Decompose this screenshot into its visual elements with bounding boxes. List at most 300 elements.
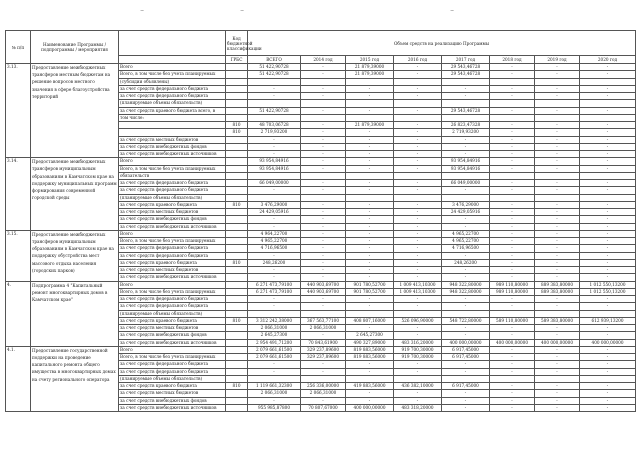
cell-year-value: - — [346, 238, 394, 245]
cell-year-value: 408 807,16000 — [346, 317, 394, 324]
cell-year-value: - — [535, 230, 580, 237]
cell-total: - — [248, 187, 301, 194]
cell-year-value: - — [394, 107, 442, 114]
col-header-year: 2016 год — [394, 56, 442, 64]
cell-year-value: - — [490, 346, 535, 353]
cell-year-value: - — [301, 209, 346, 216]
cell-total: 6 271 473,79100 — [248, 288, 301, 295]
cell-year-value: - — [301, 245, 346, 252]
cell-grbs — [226, 216, 248, 223]
table-row — [6, 346, 636, 353]
col-header-year: 2015 год — [346, 56, 394, 64]
cell-year-value: - — [442, 274, 490, 281]
cell-year-value: - — [394, 390, 442, 397]
cell-year-value: - — [442, 303, 490, 310]
cell-year-value: - — [490, 274, 535, 281]
cell-year-value: - — [301, 368, 346, 375]
cell-year-value — [346, 375, 394, 382]
cell-grbs — [226, 107, 248, 114]
cell-year-value: - — [394, 259, 442, 266]
cell-year-value: - — [535, 346, 580, 353]
cell-year-value: - — [580, 368, 636, 375]
cell-year-value: - — [346, 296, 394, 303]
cell-year-value — [580, 114, 636, 121]
cell-year-value: - — [535, 143, 580, 150]
cell-grbs — [226, 71, 248, 78]
cell-grbs — [226, 390, 248, 397]
cell-year-value: 6 917,45000 — [442, 354, 490, 361]
cell-year-value — [346, 310, 394, 317]
cell-year-value: - — [535, 325, 580, 332]
cell-grbs — [226, 288, 248, 295]
col-header-year: 2020 год — [580, 56, 636, 64]
cell-funding-source: (планируемые объемы обязательств) — [119, 375, 226, 382]
cell-total: 93 954,84916 — [248, 165, 301, 172]
cell-total: 2 079 661,61500 — [248, 346, 301, 353]
cell-funding-source: за счет средств федерального бюджета — [119, 245, 226, 252]
cell-year-value: 483 316,20000 — [394, 339, 442, 346]
col-header-grbs: ГРБС — [226, 56, 248, 64]
cell-year-value: - — [394, 397, 442, 404]
cell-year-value: - — [442, 368, 490, 375]
cell-year-value — [301, 375, 346, 382]
cell-grbs — [226, 151, 248, 158]
cell-year-value: - — [394, 245, 442, 252]
cell-grbs — [226, 274, 248, 281]
cell-year-value: - — [580, 143, 636, 150]
cell-total: 1 119 661,32300 — [248, 383, 301, 390]
cell-year-value — [490, 114, 535, 121]
cell-year-value: - — [301, 238, 346, 245]
cell-year-value: 440 903,69700 — [301, 281, 346, 288]
cell-year-value: 24 429,05916 — [442, 209, 490, 216]
cell-year-value: 2 066,31000 — [301, 390, 346, 397]
cell-year-value: 2 719,93200 — [442, 129, 490, 136]
cell-year-value: 256 336,00000 — [301, 383, 346, 390]
cell-year-value: - — [301, 361, 346, 368]
cell-year-value: - — [394, 252, 442, 259]
col-header-volume: Объем средств на реализацию Программы — [248, 31, 636, 56]
cell-year-value — [346, 114, 394, 121]
cell-year-value: - — [442, 85, 490, 92]
cell-year-value: - — [394, 165, 442, 172]
cell-year-value: - — [301, 93, 346, 100]
cell-grbs — [226, 100, 248, 107]
cell-year-value — [394, 78, 442, 85]
cell-grbs: 810 — [226, 129, 248, 136]
cell-year-value: - — [301, 85, 346, 92]
cell-funding-source: за счет средств федерального бюджета — [119, 368, 226, 375]
cell-year-value — [394, 194, 442, 201]
cell-year-value: 919 700,30000 — [394, 346, 442, 353]
cell-year-value: 526 096,90000 — [394, 317, 442, 324]
cell-num: 3.14. — [6, 158, 31, 231]
cell-year-value: - — [301, 107, 346, 114]
cell-year-value: - — [301, 180, 346, 187]
page-mark: ~ — [450, 8, 455, 14]
cell-year-value: - — [535, 383, 580, 390]
cell-year-value: - — [346, 107, 394, 114]
cell-year-value: - — [301, 274, 346, 281]
cell-funding-source: Всего, в том числе без учета планируемых — [119, 71, 226, 78]
cell-year-value — [394, 375, 442, 382]
cell-grbs — [226, 114, 248, 121]
cell-year-value: 419 883,56000 — [346, 383, 394, 390]
cell-year-value: - — [301, 151, 346, 158]
cell-num: 3.15. — [6, 230, 31, 281]
cell-measure-name: Предоставление межбюджетных трансферов местным бюджетам на решение вопросов местного значения в сфере благоустройства территорий — [31, 64, 119, 158]
cell-year-value: 1 012 550,13200 — [580, 281, 636, 288]
cell-year-value: 4 965,22700 — [442, 230, 490, 237]
cell-total: 955 985,87800 — [248, 404, 301, 411]
cell-year-value: - — [490, 165, 535, 172]
cell-year-value: - — [394, 267, 442, 274]
cell-funding-source: Всего — [119, 346, 226, 353]
cell-total: - — [248, 303, 301, 310]
cell-year-value: 400 000,00000 — [346, 404, 394, 411]
cell-year-value: - — [535, 259, 580, 266]
cell-year-value: - — [580, 187, 636, 194]
cell-year-value — [301, 310, 346, 317]
cell-year-value: - — [394, 325, 442, 332]
cell-grbs — [226, 375, 248, 382]
cell-year-value: - — [535, 158, 580, 165]
cell-year-value: 548 722,80000 — [442, 317, 490, 324]
cell-year-value: - — [580, 252, 636, 259]
cell-year-value: - — [580, 267, 636, 274]
cell-year-value: - — [346, 397, 394, 404]
cell-year-value: 400 000,00000 — [580, 339, 636, 346]
cell-year-value: - — [535, 216, 580, 223]
cell-funding-source: за счет средств внебюджетных источников — [119, 339, 226, 346]
cell-year-value: - — [490, 259, 535, 266]
cell-total: 2 079 661,61500 — [248, 354, 301, 361]
table-body — [6, 64, 636, 412]
cell-total: - — [248, 143, 301, 150]
cell-year-value: - — [346, 245, 394, 252]
cell-grbs — [226, 223, 248, 230]
cell-year-value: 1 009 413,10300 — [394, 281, 442, 288]
cell-year-value: - — [442, 252, 490, 259]
cell-year-value: - — [394, 274, 442, 281]
cell-year-value: - — [535, 361, 580, 368]
cell-year-value: 367 563,77100 — [301, 317, 346, 324]
cell-grbs — [226, 346, 248, 353]
cell-funding-source: Всего — [119, 64, 226, 71]
cell-year-value — [490, 78, 535, 85]
cell-year-value: - — [442, 361, 490, 368]
cell-year-value: - — [535, 107, 580, 114]
col-header-year: 2019 год — [535, 56, 580, 64]
cell-year-value: 819 883,56000 — [346, 354, 394, 361]
cell-year-value: - — [301, 187, 346, 194]
col-header-year: 2014 год — [301, 56, 346, 64]
cell-grbs: 810 — [226, 383, 248, 390]
cell-year-value: - — [535, 332, 580, 339]
cell-total: 3 476,29000 — [248, 201, 301, 208]
cell-year-value: - — [535, 397, 580, 404]
cell-total — [248, 375, 301, 382]
cell-year-value: - — [580, 216, 636, 223]
cell-year-value: - — [346, 151, 394, 158]
cell-funding-source: том числе: — [119, 114, 226, 121]
cell-year-value — [394, 172, 442, 179]
cell-year-value: - — [535, 303, 580, 310]
cell-year-value: - — [442, 187, 490, 194]
cell-year-value: - — [535, 274, 580, 281]
cell-total: 6 271 473,79100 — [248, 281, 301, 288]
cell-year-value — [346, 172, 394, 179]
cell-year-value — [442, 310, 490, 317]
cell-year-value: - — [580, 165, 636, 172]
cell-year-value: - — [535, 165, 580, 172]
cell-year-value: - — [580, 274, 636, 281]
cell-year-value: 819 883,56000 — [346, 346, 394, 353]
cell-year-value: - — [535, 209, 580, 216]
cell-funding-source: за счет средств внебюджетных источников — [119, 404, 226, 411]
cell-year-value: - — [490, 325, 535, 332]
cell-funding-source: (субсидии объявлены) — [119, 78, 226, 85]
cell-year-value: 901 780,52700 — [346, 281, 394, 288]
cell-total: - — [248, 223, 301, 230]
cell-grbs — [226, 339, 248, 346]
cell-num: 4.1. — [6, 346, 31, 411]
cell-year-value: - — [580, 332, 636, 339]
cell-year-value: - — [394, 368, 442, 375]
cell-year-value: - — [535, 85, 580, 92]
cell-funding-source: Всего — [119, 230, 226, 237]
cell-year-value — [301, 194, 346, 201]
cell-year-value: - — [301, 332, 346, 339]
cell-year-value: - — [580, 404, 636, 411]
cell-year-value: 1 009 413,10300 — [394, 288, 442, 295]
cell-year-value — [535, 310, 580, 317]
cell-grbs — [226, 361, 248, 368]
cell-funding-source: за счет средств федерального бюджета — [119, 296, 226, 303]
cell-grbs — [226, 85, 248, 92]
cell-year-value: 483 318,20000 — [394, 404, 442, 411]
cell-measure-name: Предоставление межбюджетных трансферов муниципальным образованиям в Камчатском крае на поддержку муниципальных программ формирования современной городской среды — [31, 158, 119, 231]
cell-year-value — [535, 100, 580, 107]
cell-year-value: - — [490, 64, 535, 71]
cell-year-value — [442, 114, 490, 121]
cell-grbs — [226, 172, 248, 179]
cell-year-value: - — [442, 223, 490, 230]
cell-total: 4 965,22700 — [248, 238, 301, 245]
cell-year-value — [535, 194, 580, 201]
table-row — [6, 230, 636, 237]
cell-year-value: - — [490, 151, 535, 158]
cell-year-value: - — [580, 238, 636, 245]
cell-year-value: 948 322,80000 — [442, 288, 490, 295]
cell-grbs — [226, 143, 248, 150]
cell-funding-source: за счет средств краевого бюджета — [119, 201, 226, 208]
cell-year-value: - — [301, 64, 346, 71]
cell-year-value: 26 823,47328 — [442, 122, 490, 129]
cell-year-value: 21 879,39000 — [346, 64, 394, 71]
cell-funding-source: за счет средств федерального бюджета — [119, 303, 226, 310]
cell-year-value: - — [490, 296, 535, 303]
cell-year-value — [580, 78, 636, 85]
cell-year-value: 4 965,22700 — [442, 238, 490, 245]
cell-year-value: - — [580, 151, 636, 158]
cell-year-value: - — [580, 296, 636, 303]
cell-year-value: - — [301, 143, 346, 150]
cell-year-value: - — [490, 209, 535, 216]
cell-year-value: 989 110,80000 — [490, 281, 535, 288]
table-row — [6, 158, 636, 165]
cell-year-value: - — [442, 325, 490, 332]
cell-total: 4 964,22700 — [248, 230, 301, 237]
cell-total: - — [248, 151, 301, 158]
cell-grbs — [226, 78, 248, 85]
cell-total: - — [248, 85, 301, 92]
cell-year-value: - — [580, 180, 636, 187]
cell-year-value: - — [346, 158, 394, 165]
cell-year-value: 329 237,89600 — [301, 346, 346, 353]
cell-year-value: - — [490, 107, 535, 114]
cell-funding-source: за счет средств местных бюджетов — [119, 136, 226, 143]
cell-year-value: - — [346, 368, 394, 375]
cell-grbs: 810 — [226, 201, 248, 208]
cell-year-value: - — [490, 143, 535, 150]
cell-year-value: - — [580, 129, 636, 136]
cell-funding-source: за счет средств внебюджетных источников — [119, 274, 226, 281]
cell-year-value: 6 917,45000 — [442, 346, 490, 353]
cell-year-value: - — [490, 267, 535, 274]
cell-num: 3.13. — [6, 64, 31, 158]
cell-total: 24 429,05916 — [248, 209, 301, 216]
cell-year-value: 70 843,61900 — [301, 339, 346, 346]
cell-year-value: 889 383,80000 — [535, 281, 580, 288]
cell-year-value: - — [490, 187, 535, 194]
cell-total — [248, 310, 301, 317]
cell-year-value — [490, 310, 535, 317]
cell-total: 3 312 242,38000 — [248, 317, 301, 324]
table-row — [6, 64, 636, 71]
cell-funding-source: Всего, в том числе без учета планируемых — [119, 354, 226, 361]
cell-grbs — [226, 187, 248, 194]
cell-year-value: 4 716,96500 — [442, 245, 490, 252]
cell-year-value: - — [490, 158, 535, 165]
cell-year-value — [580, 375, 636, 382]
cell-year-value: - — [394, 122, 442, 129]
cell-funding-source: Всего, в том числе без учета планируемых — [119, 238, 226, 245]
cell-year-value: - — [535, 404, 580, 411]
cell-year-value: - — [490, 122, 535, 129]
cell-year-value: - — [394, 129, 442, 136]
cell-total: 2 066,31000 — [248, 325, 301, 332]
cell-year-value: 1 012 550,13200 — [580, 288, 636, 295]
cell-grbs — [226, 209, 248, 216]
col-header-num: № п/п — [6, 31, 31, 64]
cell-total — [248, 172, 301, 179]
cell-funding-source: за счет средств местных бюджетов — [119, 390, 226, 397]
cell-grbs — [226, 332, 248, 339]
cell-total: - — [248, 216, 301, 223]
cell-year-value: - — [535, 201, 580, 208]
cell-year-value: 919 700,30000 — [394, 354, 442, 361]
cell-year-value — [442, 194, 490, 201]
cell-total — [248, 114, 301, 121]
cell-year-value: - — [346, 129, 394, 136]
cell-year-value: - — [301, 165, 346, 172]
cell-year-value: - — [442, 93, 490, 100]
cell-funding-source: за счет средств внебюджетных фондов — [119, 143, 226, 150]
cell-year-value: 400 000,00000 — [490, 339, 535, 346]
cell-year-value: - — [346, 267, 394, 274]
cell-year-value: - — [580, 259, 636, 266]
cell-year-value: - — [346, 136, 394, 143]
cell-year-value — [580, 310, 636, 317]
cell-year-value — [394, 100, 442, 107]
cell-grbs — [226, 165, 248, 172]
cell-year-value: - — [346, 361, 394, 368]
cell-year-value: - — [394, 85, 442, 92]
cell-year-value: 29 543,46728 — [442, 71, 490, 78]
cell-funding-source: за счет средств внебюджетных фондов — [119, 216, 226, 223]
cell-year-value — [442, 78, 490, 85]
cell-year-value: - — [394, 64, 442, 71]
cell-total — [248, 78, 301, 85]
cell-grbs — [226, 238, 248, 245]
cell-year-value: - — [535, 129, 580, 136]
cell-year-value: - — [580, 136, 636, 143]
cell-year-value: - — [346, 165, 394, 172]
cell-year-value: - — [490, 252, 535, 259]
cell-funding-source: (планируемые объемы обязательств) — [119, 100, 226, 107]
cell-year-value: - — [580, 93, 636, 100]
cell-year-value: - — [394, 223, 442, 230]
cell-grbs — [226, 310, 248, 317]
cell-year-value: 989 110,80000 — [490, 288, 535, 295]
cell-funding-source: Всего — [119, 281, 226, 288]
cell-year-value: - — [442, 151, 490, 158]
cell-year-value: - — [490, 368, 535, 375]
cell-grbs: 810 — [226, 259, 248, 266]
cell-year-value: - — [580, 383, 636, 390]
cell-year-value: - — [346, 216, 394, 223]
cell-year-value: - — [346, 143, 394, 150]
cell-grbs — [226, 281, 248, 288]
cell-year-value: - — [346, 259, 394, 266]
cell-funding-source: за счет средств местных бюджетов — [119, 325, 226, 332]
cell-total: - — [248, 274, 301, 281]
cell-year-value: - — [535, 64, 580, 71]
cell-total: 2 719,93200 — [248, 129, 301, 136]
cell-year-value — [580, 194, 636, 201]
cell-year-value: 2 066,31000 — [301, 325, 346, 332]
cell-year-value — [394, 310, 442, 317]
cell-year-value: 329 237,89600 — [301, 354, 346, 361]
cell-year-value: - — [490, 303, 535, 310]
cell-funding-source: за счет средств федерального бюджета — [119, 361, 226, 368]
cell-total: 66 049,00000 — [248, 180, 301, 187]
cell-year-value: 21 879,39000 — [346, 71, 394, 78]
cell-year-value — [535, 78, 580, 85]
cell-total: - — [248, 136, 301, 143]
cell-year-value: - — [490, 129, 535, 136]
cell-year-value: 93 954,84916 — [442, 158, 490, 165]
cell-grbs — [226, 267, 248, 274]
cell-year-value: - — [535, 354, 580, 361]
cell-year-value: 2 645,27300 — [346, 332, 394, 339]
cell-year-value: - — [301, 201, 346, 208]
cell-year-value — [442, 172, 490, 179]
cell-year-value: - — [301, 252, 346, 259]
cell-year-value: - — [535, 187, 580, 194]
cell-year-value — [301, 78, 346, 85]
